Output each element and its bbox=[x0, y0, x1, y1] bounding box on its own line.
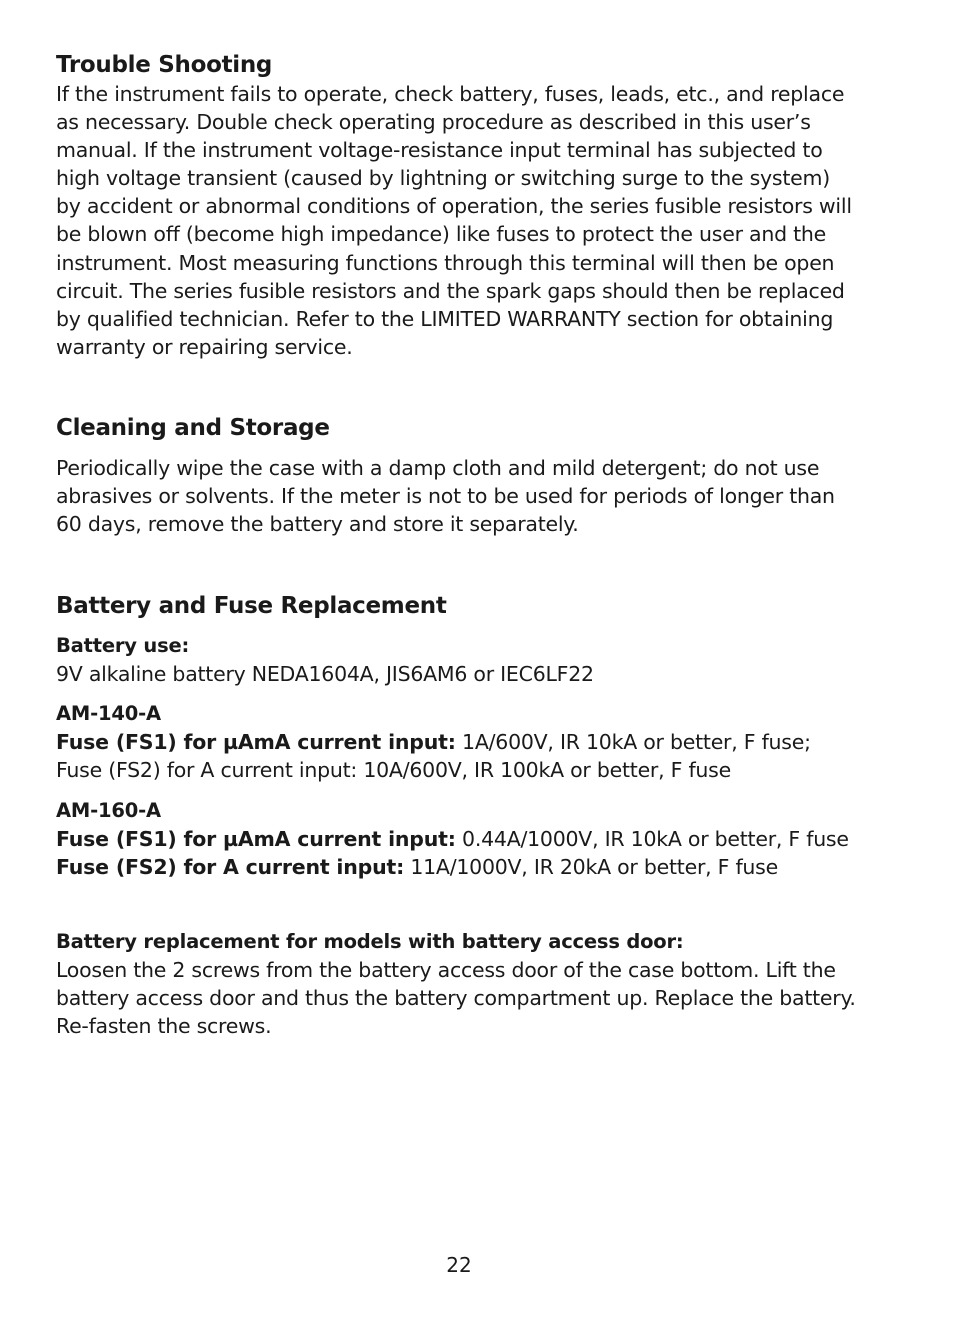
battery-replacement-block bbox=[56, 928, 886, 1040]
text-line: as necessary. Double check operating procedure as described in this user’s bbox=[56, 110, 811, 135]
trouble-shooting-section bbox=[56, 50, 886, 361]
am140-fs2-line: Fuse (FS2) for A current input: 10A/600V, IR 100kA or better, F fuse bbox=[56, 758, 731, 783]
am140-block bbox=[56, 700, 886, 784]
cleaning-storage-heading: Cleaning and Storage bbox=[56, 414, 330, 441]
battery-use-block bbox=[56, 632, 886, 688]
text-line: high voltage transient (caused by lightning or switching surge to the system) bbox=[56, 166, 830, 191]
page-number: 22 bbox=[446, 1253, 472, 1277]
am160-fs2-label: Fuse (FS2) for A current input: bbox=[56, 854, 405, 879]
battery-fuse-section bbox=[56, 591, 886, 1040]
am160-fs1-line bbox=[56, 825, 886, 853]
text-line: circuit. The series fusible resistors and the spark gaps should then be replaced bbox=[56, 278, 845, 303]
am160-fs1-value: 0.44A/1000V, IR 10kA or better, F fuse bbox=[455, 826, 849, 851]
battery-fuse-heading: Battery and Fuse Replacement bbox=[56, 593, 447, 620]
text-line: warranty or repairing service. bbox=[56, 334, 353, 359]
text-line: abrasives or solvents. If the meter is not to be used for periods of longer than bbox=[56, 484, 835, 509]
am160-fs1-label: Fuse (FS1) for µAmA current input: bbox=[56, 826, 456, 851]
battery-replacement-label: Battery replacement for models with battery access door: bbox=[56, 929, 684, 953]
cleaning-storage-section bbox=[56, 413, 886, 538]
text-line: be blown off (become high impedance) like fuses to protect the user and the bbox=[56, 222, 826, 247]
am140-fs1-value: 1A/600V, IR 10kA or better, F fuse; bbox=[455, 730, 811, 755]
text-line: instrument. Most measuring functions through this terminal will then be open bbox=[56, 250, 835, 275]
text-line: by accident or abnormal conditions of operation, the series fusible resistors will bbox=[56, 194, 852, 219]
battery-use-value: 9V alkaline battery NEDA1604A, JIS6AM6 or IEC6LF22 bbox=[56, 662, 594, 687]
cleaning-storage-text bbox=[56, 454, 886, 538]
text-line: battery access door and thus the battery compartment up. Replace the battery. bbox=[56, 985, 856, 1010]
text-line: by qualified technician. Refer to the LIMITED WARRANTY section for obtaining bbox=[56, 306, 834, 331]
am140-model: AM-140-A bbox=[56, 702, 161, 726]
trouble-shooting-heading: Trouble Shooting bbox=[56, 52, 273, 78]
am140-fs1-line bbox=[56, 728, 886, 756]
am140-fs1-label: Fuse (FS1) for µAmA current input: bbox=[56, 730, 456, 755]
text-line: manual. If the instrument voltage-resistance input terminal has subjected to bbox=[56, 138, 823, 163]
battery-use-label: Battery use: bbox=[56, 634, 190, 658]
am160-model: AM-160-A bbox=[56, 798, 161, 822]
manual-page bbox=[56, 50, 886, 1040]
text-line: 60 days, remove the battery and store it separately. bbox=[56, 512, 579, 537]
text-line: If the instrument fails to operate, check battery, fuses, leads, etc., and replace bbox=[56, 82, 845, 106]
am160-block bbox=[56, 797, 886, 881]
text-line: Periodically wipe the case with a damp cloth and mild detergent; do not use bbox=[56, 455, 820, 480]
battery-replacement-text bbox=[56, 956, 886, 1040]
text-line: Loosen the 2 screws from the battery access door of the case bottom. Lift the bbox=[56, 957, 836, 982]
trouble-shooting-text bbox=[56, 80, 886, 361]
am160-fs2-value: 11A/1000V, IR 20kA or better, F fuse bbox=[404, 854, 778, 879]
am160-fs2-line bbox=[56, 853, 886, 881]
text-line: Re-fasten the screws. bbox=[56, 1013, 272, 1038]
